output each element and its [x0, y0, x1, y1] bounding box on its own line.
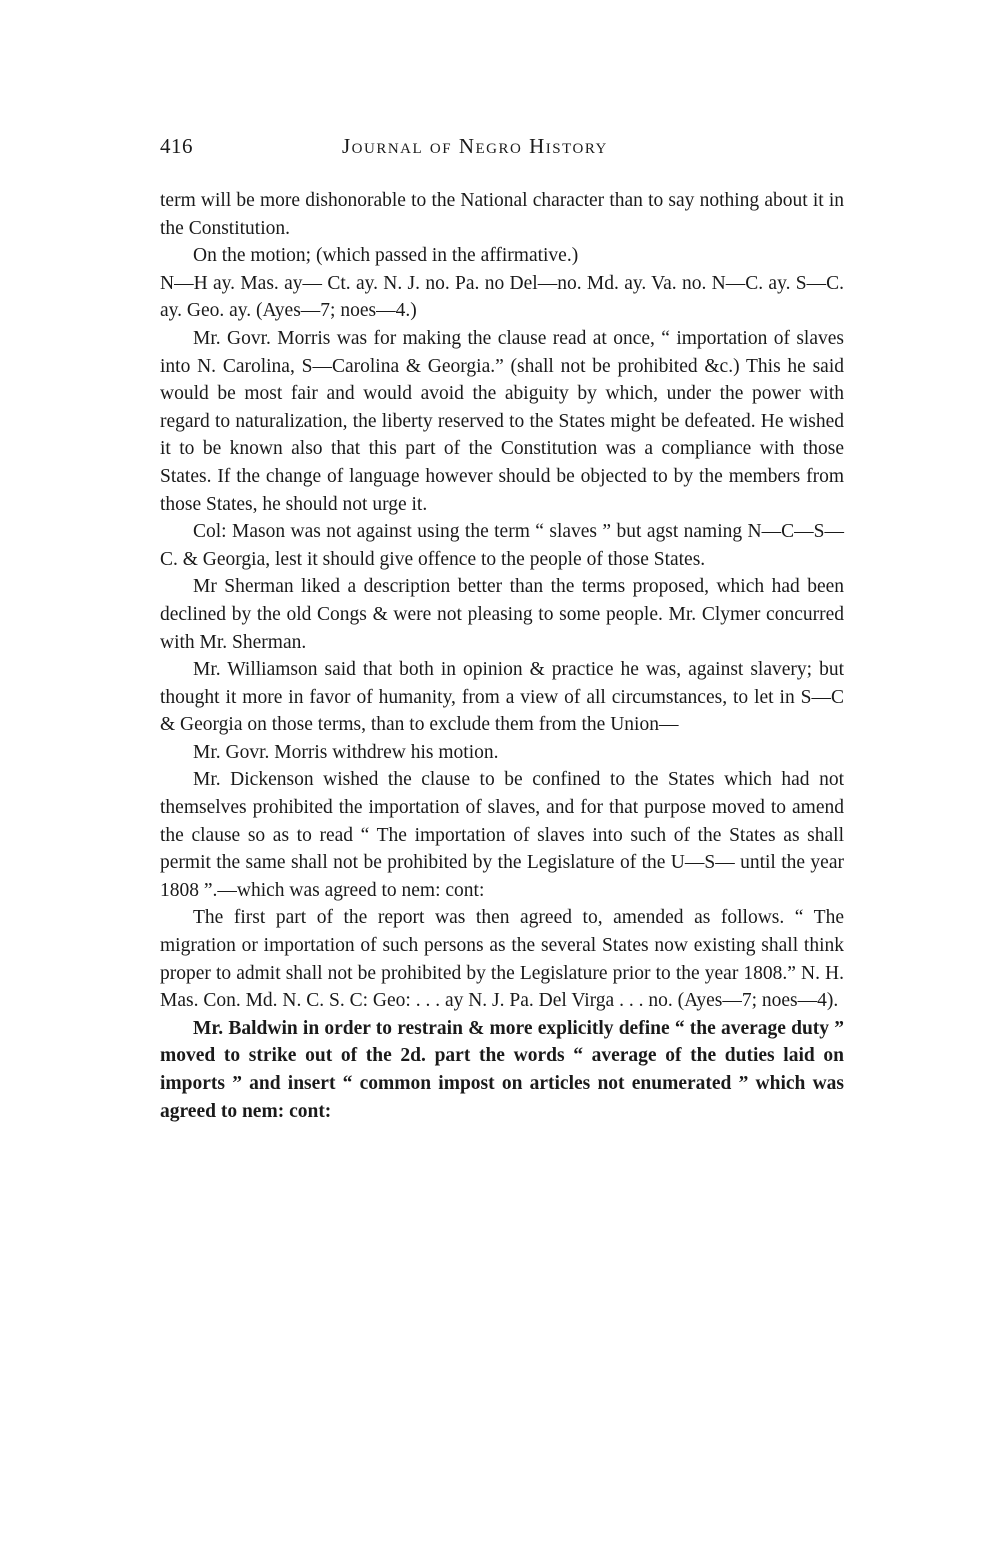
- paragraph-report-agreed: The first part of the report was then agreed to, amended as follows. “ The migration or importation of such persons as the several States now existing shall think proper to admit shall not be prohibited by the Legislature prior to the year 1808.” N. H. Mas. Con. Md. N. C. S. C: Geo: . . . ay N. J. Pa. Del Virga . . . no. (Ayes—7; noes—4).: [160, 907, 844, 1012]
- paragraph-vote-tally: N—H ay. Mas. ay— Ct. ay. N. J. no. Pa. no Del—no. Md. ay. Va. no. N—C. ay. S—C. ay. Geo. ay. (Ayes—7; noes—4.): [160, 272, 844, 322]
- paragraph-dickenson: Mr. Dickenson wished the clause to be confined to the States which had not themselves prohibited the importation of slaves, and for that purpose moved to amend the clause so as to read “ The importation of slaves into such of the States as shall permit the same shall not be prohibited by the Legislature of the U—S— until the year 1808 ”.—which was agreed to nem: cont:: [160, 769, 844, 901]
- paragraph-continuation: term will be more dishonorable to the National character than to say nothing about it in the Constitution.: [160, 190, 844, 239]
- paragraph-baldwin: Mr. Baldwin in order to restrain & more explicitly define “ the average duty ” moved to strike out of the 2d. part the words “ average of the duties laid on imports ” and insert “ common impost on articles not enumerated ” which was agreed to nem: cont:: [160, 1017, 844, 1122]
- page-number: 416: [160, 134, 193, 158]
- paragraph-morris-withdrawal: Mr. Govr. Morris withdrew his motion.: [193, 741, 499, 763]
- paragraph-morris-proposal: Mr. Govr. Morris was for making the clause read at once, “ importation of slaves into N. Carolina, S—Carolina & Georgia.” (shall not be prohibited &c.) This he said would be most fair and would avoid the abiguity by which, under the power with regard to naturalization, the liberty reserved to the States might be defeated. He wished it to be known also that this part of the Constitution was a compliance with those States. If the change of language however should be objected to by the members from those States, he should not urge it.: [160, 327, 844, 515]
- running-head: [160, 134, 844, 174]
- paragraph-williamson: Mr. Williamson said that both in opinion & practice he was, against slavery; but thought it more in favor of humanity, from a view of all circumstances, to let in S—C & Georgia on those terms, than to exclude them from the Union—: [160, 659, 844, 736]
- journal-page: [160, 134, 844, 1125]
- journal-title: Journal of Negro History: [342, 134, 608, 158]
- paragraph-sherman: Mr Sherman liked a description better than the terms proposed, which had been declined by the old Congs & were not pleasing to some people. Mr. Clymer concurred with Mr. Sherman.: [160, 576, 844, 653]
- paragraph-mason: Col: Mason was not against using the term “ slaves ” but agst naming N—C—S—C. & Georgia, lest it should give offence to the people of those States.: [160, 521, 844, 570]
- body-text: [160, 187, 844, 1125]
- paragraph-motion: On the motion; (which passed in the affirmative.): [193, 245, 579, 267]
